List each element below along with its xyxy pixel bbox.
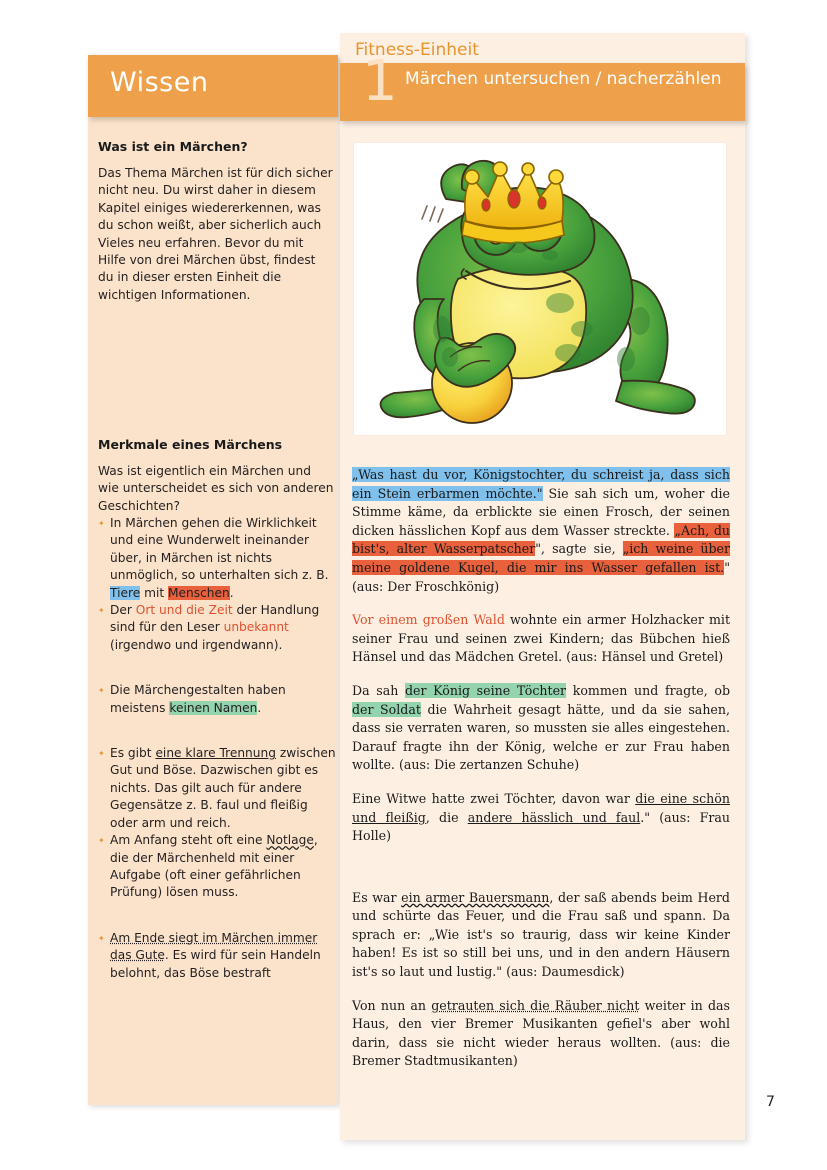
- text-segment: die eine schön und fleißig: [352, 790, 730, 825]
- section-text-merkmale-intro: Was ist eigentlich ein Märchen und wie unterscheidet es sich von anderen Geschichten?: [98, 464, 334, 513]
- bullet-notlage: [98, 832, 336, 902]
- text-segment: , die der Märchenheld mit einer Aufgabe (oft einer gefährlichen Prüfung) lösen muss.: [110, 833, 318, 900]
- section-heading-merkmale: Merkmale eines Märchens: [98, 437, 283, 452]
- text-segment: „Ach, du bist's, alter Wasserpatscher: [352, 522, 730, 557]
- text-segment: getrauten sich die Räuber nicht: [431, 997, 640, 1013]
- unit-number: 1: [362, 49, 398, 114]
- excerpt-bremer-stadtmusikanten: [352, 997, 730, 1071]
- bullet-ort-zeit: [98, 602, 336, 654]
- text-segment: der Handlung sind für den Leser: [110, 603, 320, 635]
- section-text-was-ist-ein-maerchen: Das Thema Märchen ist für dich sicher nicht neu. Du wirst daher in diesem Kapitel einiges wiedererkennen, was du schon weißt, aber sicherlich auch Vieles neu erfahren. Bevor du mit Hilfe von drei Märchen übst, findest du in dieser ersten Einheit die wichtigen Informationen.: [98, 166, 333, 302]
- text-segment: Von nun an: [352, 997, 432, 1013]
- maerchen-excerpts: [352, 466, 730, 1086]
- text-segment: Am Anfang steht oft eine: [110, 833, 267, 848]
- text-segment: kommen und fragte, ob: [566, 682, 730, 698]
- text-segment: , die: [425, 809, 468, 825]
- wissen-title: Wissen: [110, 67, 209, 98]
- frog-king-illustration: [354, 143, 726, 435]
- text-segment: zwischen Gut und Böse. Dazwischen gibt es nichts. Das gilt auch für andere Gegensätze z. B. faul und fleißig oder arm und reich.: [110, 746, 336, 830]
- text-segment: keinen Namen: [169, 700, 258, 715]
- text-segment: Ort und die Zeit: [135, 603, 233, 618]
- bullet-trennung: [98, 745, 336, 832]
- text-segment: ", sagte sie,: [535, 541, 623, 557]
- text-segment: " (aus: Der Froschkönig): [352, 559, 730, 594]
- text-segment: weiter in das Haus, den vier Bremer Musikanten gefiel's aber wohl darin, dass sie nicht wieder heraus wollten. (aus: die Bremer Stadtmusikanten): [352, 997, 730, 1069]
- text-segment: Vor einem großen Wald: [352, 612, 505, 628]
- wissen-header: [88, 55, 338, 117]
- text-segment: andere hässlich und faul: [467, 809, 641, 825]
- excerpt-spacer: [352, 861, 730, 889]
- page-number: 7: [766, 1094, 775, 1110]
- text-segment: Es gibt: [110, 746, 156, 761]
- text-segment: In Märchen gehen die Wirklichkeit und eine Wunderwelt ineinander über, in Märchen ist nichts unmöglich, so unterhalten sich z. B.: [110, 516, 329, 583]
- fitness-einheit-label: Fitness-Einheit: [355, 40, 479, 60]
- text-segment: (irgendwo und irgendwann).: [110, 637, 283, 652]
- text-segment: die Wahrheit gesagt hätte, und da sie sahen, dass sie verraten waren, so mussten sie alles eingestehen. Darauf fragte ihn der König, welche er zur Frau haben wollte. (aus: Die zertanzen Schuhe): [352, 701, 730, 773]
- text-segment: eine klare Trennung: [155, 746, 276, 761]
- text-segment: Tiere: [110, 585, 141, 600]
- section-heading-was-ist-ein-maerchen: Was ist ein Märchen?: [98, 139, 248, 154]
- bullet-namen: [98, 682, 336, 717]
- text-segment: der Soldat: [352, 701, 421, 717]
- text-segment: unbekannt: [223, 620, 289, 635]
- text-segment: .: [257, 700, 262, 715]
- bullet-wirklichkeit: [98, 515, 336, 602]
- text-segment: Da sah: [352, 682, 405, 698]
- excerpt-haensel-gretel: [352, 611, 730, 667]
- excerpt-zertanzten-schuhe: [352, 682, 730, 775]
- text-segment: . Es wird für sein Handeln belohnt, das Böse bestraft: [110, 948, 321, 980]
- text-segment: Notlage: [266, 833, 314, 848]
- excerpt-froschkoenig: [352, 466, 730, 596]
- bullet-gute-siegt: [98, 930, 336, 982]
- text-segment: Die Märchengestalten haben meistens: [110, 683, 286, 715]
- text-segment: Eine Witwe hatte zwei Töchter, davon war: [352, 790, 636, 806]
- excerpt-frau-holle: [352, 790, 730, 846]
- wissen-content: [88, 117, 338, 1105]
- text-segment: .: [229, 585, 234, 600]
- excerpt-daumesdick: [352, 889, 730, 982]
- text-segment: der König seine Töchter: [405, 682, 567, 698]
- unit-title: Märchen untersuchen / nacherzählen: [405, 69, 722, 89]
- frog-king-svg: [354, 143, 726, 435]
- text-segment: „ich weine über meine goldene Kugel, die mir ins Wasser gefallen ist.: [352, 541, 730, 575]
- text-segment: wohnte ein armer Holzhacker mit seiner Frau und seinen zwei Kindern; das Bübchen hieß Hänsel und das Mädchen Gretel. (aus: Hänsel und Gretel): [352, 612, 731, 665]
- text-segment: Menschen: [168, 585, 230, 600]
- bullet-spacer: [98, 654, 336, 682]
- text-segment: ein armer Bauersmann: [401, 889, 550, 905]
- text-segment: Am Ende siegt im Märchen immer das Gute: [110, 930, 318, 963]
- text-segment: , der saß abends beim Herd und schürte das Feuer, und die Frau saß und spann. Da sprach er: „Wie ist's so traurig, dass wir keine Kinder haben! Es ist so still bei uns, und in den andern Häusern ist's so laut und lustig." (aus: Daumesdick): [352, 889, 730, 980]
- merkmale-bullet-list: [98, 515, 336, 982]
- text-segment: „Was hast du vor, Königstochter, du schreist ja, dass sich ein Stein erbarmen möchte.": [352, 467, 730, 501]
- text-segment: mit: [140, 585, 168, 600]
- bullet-spacer: [98, 902, 336, 930]
- text-segment: Sie sah sich um, woher die Stimme käme, da erblickte sie einen Frosch, der seinen dicken hässlichen Kopf aus dem Wasser streckte.: [352, 485, 730, 538]
- text-segment: Es war: [352, 889, 402, 905]
- bullet-spacer: [98, 717, 336, 745]
- text-segment: Der: [110, 603, 136, 618]
- text-segment: ." (aus: Frau Holle): [352, 809, 730, 844]
